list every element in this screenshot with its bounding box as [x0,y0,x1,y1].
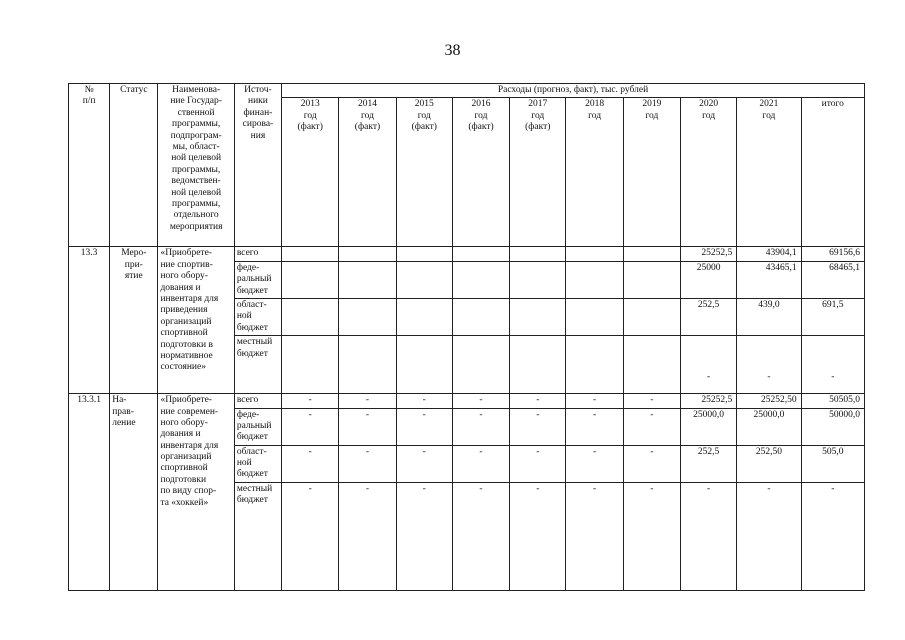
value-cell [282,247,339,261]
value-cell: 25252,50 [737,394,801,408]
header-name: Наименова- ние Государ- ственной программы, подпрограм- мы, област- ной целевой программы, ведомствен- ной целевой программы, отдельного мероприятия [158,84,234,247]
row-num: 13.3 [69,247,110,394]
value-cell [452,261,509,298]
source-cell: област- ной бюджет [234,445,281,482]
header-year-2019: 2019 год [623,98,680,247]
value-cell: - [339,394,396,408]
value-cell [339,298,396,335]
value-cell: - [737,336,801,394]
value-cell [623,336,680,394]
table-row [69,247,865,261]
header-num: № п/п [69,84,110,247]
value-cell: - [339,445,396,482]
value-cell: 691,5 [801,298,864,335]
value-cell: - [801,336,864,394]
row-name: «Приобрете- ние спортив- ного обору- дования и инвентаря для приведения организаций спортивной подготовки в нормативное состояние» [158,247,234,394]
header-year-2014: 2014 год (факт) [339,98,396,247]
source-cell: всего [234,247,281,261]
value-cell: 68465,1 [801,261,864,298]
value-cell: - [282,482,339,590]
value-cell: - [339,408,396,445]
value-cell: 50505,0 [801,394,864,408]
row-status: На- прав- ление [110,394,158,591]
header-year-2013: 2013 год (факт) [282,98,339,247]
value-cell [339,247,396,261]
value-cell: 50000,0 [801,408,864,445]
value-cell: - [510,445,566,482]
value-cell: - [282,445,339,482]
value-cell: 43904,1 [737,247,801,261]
value-cell [282,336,339,394]
header-year-2017: 2017 год (факт) [510,98,566,247]
value-cell [282,261,339,298]
value-cell: 25000,0 [737,408,801,445]
value-cell [282,298,339,335]
row-name: «Приобрете- ние современ- ного обору- дования и инвентаря для организаций спортивной подготовки по виду спор- та «хоккей» [158,394,234,591]
value-cell [396,247,452,261]
source-cell: местный бюджет [234,336,281,394]
value-cell [510,247,566,261]
value-cell: - [623,445,680,482]
value-cell [396,261,452,298]
value-cell: - [801,482,864,590]
header-year-2015: 2015 год (факт) [396,98,452,247]
value-cell: 25252,5 [680,394,736,408]
value-cell: - [510,408,566,445]
value-cell [623,298,680,335]
header-source: Источ- ники финан- сирова- ния [234,84,281,247]
value-cell [566,298,623,335]
value-cell: - [452,394,509,408]
source-cell: област- ной бюджет [234,298,281,335]
header-status: Статус [110,84,158,247]
value-cell: - [680,336,736,394]
value-cell: - [510,482,566,590]
value-cell: - [566,445,623,482]
value-cell: - [623,394,680,408]
value-cell [566,336,623,394]
source-cell: феде- ральный бюджет [234,408,281,445]
table-row [69,394,865,408]
value-cell [339,336,396,394]
value-cell [566,247,623,261]
header-year-2021: 2021 год [737,98,801,247]
value-cell [510,261,566,298]
value-cell [623,247,680,261]
source-cell: феде- ральный бюджет [234,261,281,298]
value-cell: 25252,5 [680,247,736,261]
row-status: Меро- при- ятие [110,247,158,394]
header-year-2018: 2018 год [566,98,623,247]
value-cell: - [680,482,736,590]
value-cell: - [566,394,623,408]
value-cell: 252,50 [737,445,801,482]
header-total: итого [801,98,864,247]
value-cell [452,336,509,394]
header-expenses: Расходы (прогноз, факт), тыс. рублей [282,84,865,98]
value-cell: 43465,1 [737,261,801,298]
value-cell: - [737,482,801,590]
value-cell: - [396,394,452,408]
value-cell: - [566,482,623,590]
value-cell: - [282,408,339,445]
value-cell [566,261,623,298]
value-cell: 25000 [680,261,736,298]
value-cell: - [396,482,452,590]
value-cell: 439,0 [737,298,801,335]
value-cell [510,298,566,335]
value-cell: - [623,482,680,590]
value-cell [452,247,509,261]
value-cell [396,336,452,394]
header-year-2020: 2020 год [680,98,736,247]
value-cell: 252,5 [680,445,736,482]
value-cell: - [566,408,623,445]
budget-table [68,83,865,591]
value-cell: - [510,394,566,408]
value-cell [339,261,396,298]
page-number: 38 [444,42,461,59]
value-cell: 505,0 [801,445,864,482]
value-cell [510,336,566,394]
value-cell: - [623,408,680,445]
value-cell: - [452,482,509,590]
value-cell [396,298,452,335]
value-cell: - [282,394,339,408]
value-cell: 252,5 [680,298,736,335]
value-cell: - [396,445,452,482]
value-cell: - [339,482,396,590]
header-year-2016: 2016 год (факт) [452,98,509,247]
source-cell: местный бюджет [234,482,281,590]
value-cell [452,298,509,335]
value-cell: - [452,445,509,482]
row-num: 13.3.1 [69,394,110,591]
value-cell: 69156,6 [801,247,864,261]
value-cell: 25000,0 [680,408,736,445]
value-cell [623,261,680,298]
value-cell: - [396,408,452,445]
source-cell: всего [234,394,281,408]
value-cell: - [452,408,509,445]
